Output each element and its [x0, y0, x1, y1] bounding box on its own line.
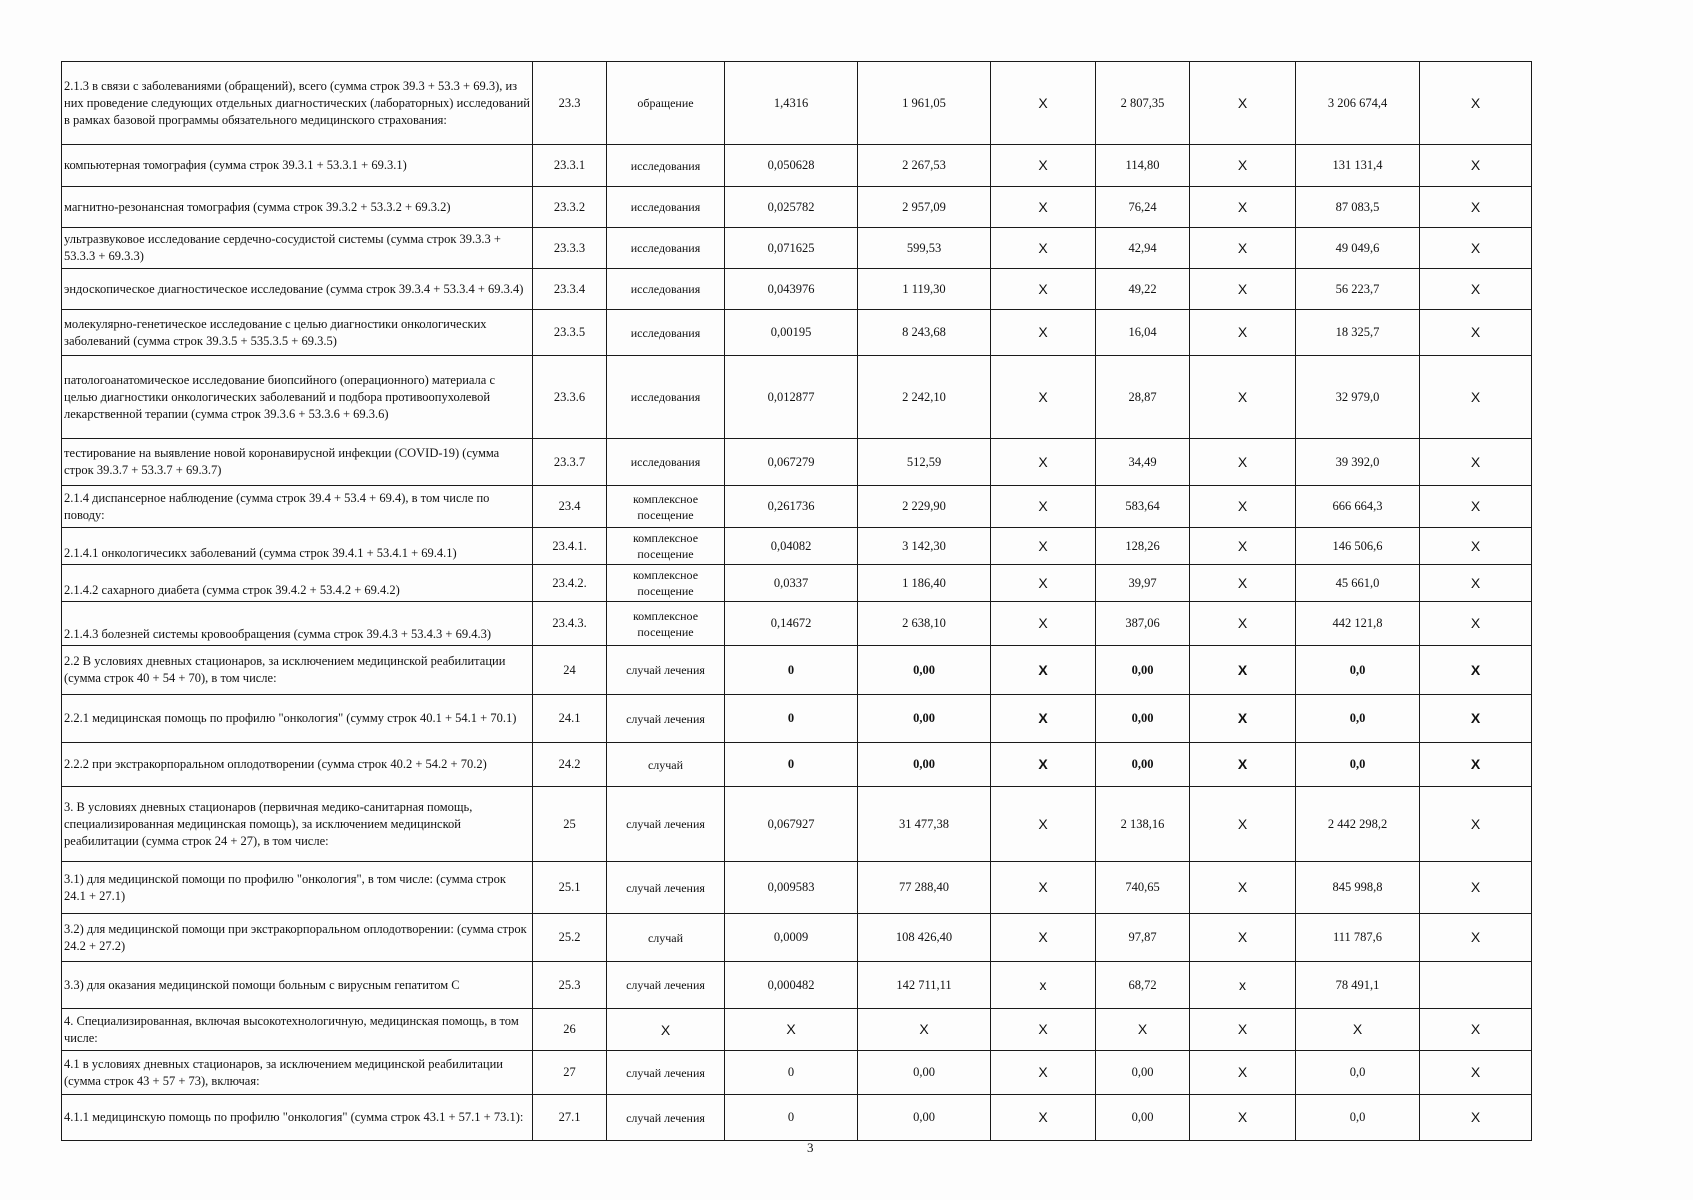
volume-norm-cell: 0,012877 — [725, 356, 858, 439]
volume-norm-cell: 0,261736 — [725, 486, 858, 528]
per-capita-oms-cell: 0,00 — [1096, 695, 1190, 743]
total-budget-cell: X — [1190, 439, 1296, 486]
total-budget-cell: X — [1190, 787, 1296, 862]
per-capita-oms-cell: 0,00 — [1096, 743, 1190, 787]
total-budget-cell: X — [1190, 695, 1296, 743]
cost-norm-cell: X — [858, 1009, 991, 1051]
unit-cell: X — [607, 1009, 725, 1051]
per-capita-budget-cell: X — [991, 310, 1096, 356]
per-capita-oms-cell: 114,80 — [1096, 145, 1190, 187]
volume-norm-cell: 1,4316 — [725, 62, 858, 145]
unit-cell: случай лечения — [607, 695, 725, 743]
cost-norm-cell: 2 957,09 — [858, 187, 991, 228]
cost-norm-cell: 2 229,90 — [858, 486, 991, 528]
per-capita-oms-cell: 583,64 — [1096, 486, 1190, 528]
row-code-cell: 25.2 — [533, 914, 607, 962]
per-capita-budget-cell: X — [991, 743, 1096, 787]
cost-norm-cell: 512,59 — [858, 439, 991, 486]
total-budget-cell: X — [1190, 62, 1296, 145]
table-row — [62, 565, 1532, 602]
per-capita-budget-cell: X — [991, 602, 1096, 646]
row-code-cell: 23.3.3 — [533, 228, 607, 269]
total-oms-cell: 111 787,6 — [1296, 914, 1420, 962]
per-capita-budget-cell: X — [991, 486, 1096, 528]
table-row — [62, 695, 1532, 743]
row-name: 4. Специализированная, включая высокотехнологичную, медицинская помощь, в том числе: — [62, 1009, 533, 1051]
table-row — [62, 439, 1532, 486]
per-capita-budget-cell: X — [991, 695, 1096, 743]
per-capita-oms-cell: 387,06 — [1096, 602, 1190, 646]
per-capita-oms-cell: 97,87 — [1096, 914, 1190, 962]
per-capita-budget-cell: X — [991, 1095, 1096, 1141]
row-code-cell: 23.3.1 — [533, 145, 607, 187]
cost-norm-cell: 142 711,11 — [858, 962, 991, 1009]
volume-norm-cell: 0 — [725, 1095, 858, 1141]
per-capita-budget-cell: X — [991, 1009, 1096, 1051]
per-capita-budget-cell: X — [991, 1051, 1096, 1095]
table-row — [62, 646, 1532, 695]
total-oms-cell: 845 998,8 — [1296, 862, 1420, 914]
total-budget-cell: X — [1190, 1095, 1296, 1141]
per-capita-budget-cell: X — [991, 914, 1096, 962]
table-row — [62, 486, 1532, 528]
share-cell: X — [1420, 787, 1532, 862]
row-code-cell: 23.3 — [533, 62, 607, 145]
volume-norm-cell: 0 — [725, 1051, 858, 1095]
total-oms-cell: 56 223,7 — [1296, 269, 1420, 310]
cost-norm-cell: 1 961,05 — [858, 62, 991, 145]
row-name: 2.1.4.3 болезней системы кровообращения (сумма строк 39.4.3 + 53.4.3 + 69.4.3) — [62, 602, 533, 646]
row-name: компьютерная томография (сумма строк 39.3.1 + 53.3.1 + 69.3.1) — [62, 145, 533, 187]
share-cell: X — [1420, 862, 1532, 914]
unit-cell: комплексное посещение — [607, 565, 725, 602]
share-cell: X — [1420, 914, 1532, 962]
unit-cell: исследования — [607, 269, 725, 310]
share-cell: X — [1420, 310, 1532, 356]
row-code-cell: 23.3.6 — [533, 356, 607, 439]
total-budget-cell: x — [1190, 962, 1296, 1009]
row-code-cell: 23.4 — [533, 486, 607, 528]
cost-norm-cell: 2 267,53 — [858, 145, 991, 187]
unit-cell: исследования — [607, 145, 725, 187]
row-code-cell: 23.3.7 — [533, 439, 607, 486]
unit-cell: исследования — [607, 439, 725, 486]
per-capita-oms-cell: 740,65 — [1096, 862, 1190, 914]
volume-norm-cell: 0,00195 — [725, 310, 858, 356]
unit-cell: случай лечения — [607, 787, 725, 862]
volume-norm-cell: 0,009583 — [725, 862, 858, 914]
row-code-cell: 23.3.4 — [533, 269, 607, 310]
unit-cell: исследования — [607, 187, 725, 228]
row-code-cell: 27 — [533, 1051, 607, 1095]
per-capita-budget-cell: X — [991, 356, 1096, 439]
total-budget-cell: X — [1190, 1009, 1296, 1051]
table-row — [62, 145, 1532, 187]
per-capita-budget-cell: X — [991, 145, 1096, 187]
row-code-cell: 25.3 — [533, 962, 607, 1009]
cost-norm-cell: 0,00 — [858, 1051, 991, 1095]
row-code-cell: 27.1 — [533, 1095, 607, 1141]
total-budget-cell: X — [1190, 743, 1296, 787]
volume-norm-cell: 0,04082 — [725, 528, 858, 565]
per-capita-budget-cell: X — [991, 565, 1096, 602]
per-capita-budget-cell: x — [991, 962, 1096, 1009]
unit-cell: случай лечения — [607, 862, 725, 914]
table-row — [62, 962, 1532, 1009]
table-row — [62, 310, 1532, 356]
unit-cell: исследования — [607, 228, 725, 269]
row-name: 3. В условиях дневных стационаров (первичная медико-санитарная помощь, специализированная медицинская помощь), за исключением медицинской реабилитации (сумма строк 24 + 27), в том числе: — [62, 787, 533, 862]
share-cell: X — [1420, 228, 1532, 269]
per-capita-oms-cell: X — [1096, 1009, 1190, 1051]
table-row — [62, 787, 1532, 862]
total-oms-cell: 45 661,0 — [1296, 565, 1420, 602]
total-oms-cell: 18 325,7 — [1296, 310, 1420, 356]
row-code-cell: 25 — [533, 787, 607, 862]
share-cell: X — [1420, 528, 1532, 565]
per-capita-oms-cell: 0,00 — [1096, 1095, 1190, 1141]
share-cell: X — [1420, 187, 1532, 228]
share-cell: X — [1420, 602, 1532, 646]
total-oms-cell: 0,0 — [1296, 695, 1420, 743]
cost-norm-cell: 0,00 — [858, 743, 991, 787]
per-capita-budget-cell: X — [991, 646, 1096, 695]
volume-norm-cell: 0 — [725, 646, 858, 695]
total-budget-cell: X — [1190, 228, 1296, 269]
unit-cell: обращение — [607, 62, 725, 145]
per-capita-oms-cell: 49,22 — [1096, 269, 1190, 310]
unit-cell: комплексное посещение — [607, 528, 725, 565]
total-budget-cell: X — [1190, 310, 1296, 356]
unit-cell: случай лечения — [607, 1051, 725, 1095]
total-budget-cell: X — [1190, 356, 1296, 439]
row-name: 2.1.3 в связи с заболеваниями (обращений), всего (сумма строк 39.3 + 53.3 + 69.3), из них проведение следующих отдельных диагностических (лабораторных) исследований в рамках базовой программы обязательного медицинского страхования: — [62, 62, 533, 145]
row-name: 2.2 В условиях дневных стационаров, за исключением медицинской реабилитации (сумма строк 40 + 54 + 70), в том числе: — [62, 646, 533, 695]
share-cell: X — [1420, 1051, 1532, 1095]
unit-cell: комплексное посещение — [607, 602, 725, 646]
total-oms-cell: 87 083,5 — [1296, 187, 1420, 228]
total-budget-cell: X — [1190, 646, 1296, 695]
per-capita-budget-cell: X — [991, 62, 1096, 145]
program-table — [61, 61, 1532, 1141]
cost-norm-cell: 3 142,30 — [858, 528, 991, 565]
row-name: магнитно-резонансная томография (сумма строк 39.3.2 + 53.3.2 + 69.3.2) — [62, 187, 533, 228]
total-budget-cell: X — [1190, 914, 1296, 962]
unit-cell: случай лечения — [607, 646, 725, 695]
per-capita-oms-cell: 68,72 — [1096, 962, 1190, 1009]
table-row — [62, 356, 1532, 439]
total-oms-cell: 146 506,6 — [1296, 528, 1420, 565]
total-oms-cell: 442 121,8 — [1296, 602, 1420, 646]
cost-norm-cell: 599,53 — [858, 228, 991, 269]
row-name: 3.3) для оказания медицинской помощи больным с вирусным гепатитом С — [62, 962, 533, 1009]
volume-norm-cell: 0,050628 — [725, 145, 858, 187]
volume-norm-cell: 0,067927 — [725, 787, 858, 862]
row-name: патологоанатомическое исследование биопсийного (операционного) материала с целью диагностики онкологических заболеваний и подбора противоопухолевой лекарственной терапии (сумма строк 39.3.6 + 53.3.6 + 69.3.6) — [62, 356, 533, 439]
volume-norm-cell: 0,0337 — [725, 565, 858, 602]
table-row — [62, 1009, 1532, 1051]
total-oms-cell: 2 442 298,2 — [1296, 787, 1420, 862]
row-code-cell: 23.4.3. — [533, 602, 607, 646]
per-capita-budget-cell: X — [991, 269, 1096, 310]
per-capita-budget-cell: X — [991, 787, 1096, 862]
total-oms-cell: 3 206 674,4 — [1296, 62, 1420, 145]
unit-cell: исследования — [607, 356, 725, 439]
total-oms-cell: 131 131,4 — [1296, 145, 1420, 187]
row-code-cell: 23.4.1. — [533, 528, 607, 565]
volume-norm-cell: 0,0009 — [725, 914, 858, 962]
table-body — [62, 62, 1532, 1141]
table-row — [62, 187, 1532, 228]
row-name: 4.1 в условиях дневных стационаров, за исключением медицинской реабилитации (сумма строк 43 + 57 + 73), включая: — [62, 1051, 533, 1095]
total-budget-cell: X — [1190, 486, 1296, 528]
total-oms-cell: 666 664,3 — [1296, 486, 1420, 528]
share-cell: X — [1420, 145, 1532, 187]
per-capita-budget-cell: X — [991, 228, 1096, 269]
row-name: 2.1.4 диспансерное наблюдение (сумма строк 39.4 + 53.4 + 69.4), в том числе по поводу: — [62, 486, 533, 528]
total-budget-cell: X — [1190, 269, 1296, 310]
table-row — [62, 1051, 1532, 1095]
total-oms-cell: 0,0 — [1296, 646, 1420, 695]
per-capita-oms-cell: 28,87 — [1096, 356, 1190, 439]
volume-norm-cell: 0,14672 — [725, 602, 858, 646]
unit-cell: случай лечения — [607, 1095, 725, 1141]
row-code-cell: 23.4.2. — [533, 565, 607, 602]
per-capita-budget-cell: X — [991, 528, 1096, 565]
unit-cell: случай — [607, 743, 725, 787]
total-budget-cell: X — [1190, 862, 1296, 914]
total-oms-cell: 0,0 — [1296, 743, 1420, 787]
row-name: эндоскопическое диагностическое исследование (сумма строк 39.3.4 + 53.3.4 + 69.3.4) — [62, 269, 533, 310]
total-oms-cell: 32 979,0 — [1296, 356, 1420, 439]
row-code-cell: 25.1 — [533, 862, 607, 914]
row-code-cell: 24.1 — [533, 695, 607, 743]
total-oms-cell: 49 049,6 — [1296, 228, 1420, 269]
row-name: 3.2) для медицинской помощи при экстракорпоральном оплодотворении: (сумма строк 24.2 + 27.2) — [62, 914, 533, 962]
share-cell: X — [1420, 486, 1532, 528]
volume-norm-cell: 0,025782 — [725, 187, 858, 228]
cost-norm-cell: 1 119,30 — [858, 269, 991, 310]
total-budget-cell: X — [1190, 1051, 1296, 1095]
cost-norm-cell: 77 288,40 — [858, 862, 991, 914]
per-capita-oms-cell: 34,49 — [1096, 439, 1190, 486]
cost-norm-cell: 108 426,40 — [858, 914, 991, 962]
share-cell: X — [1420, 439, 1532, 486]
table-row — [62, 862, 1532, 914]
per-capita-budget-cell: X — [991, 862, 1096, 914]
cost-norm-cell: 0,00 — [858, 1095, 991, 1141]
table-row — [62, 528, 1532, 565]
total-budget-cell: X — [1190, 565, 1296, 602]
table-row — [62, 602, 1532, 646]
total-budget-cell: X — [1190, 145, 1296, 187]
unit-cell: случай — [607, 914, 725, 962]
total-oms-cell: 78 491,1 — [1296, 962, 1420, 1009]
row-name: ультразвуковое исследование сердечно-сосудистой системы (сумма строк 39.3.3 + 53.3.3 + 69.3.3) — [62, 228, 533, 269]
unit-cell: комплексное посещение — [607, 486, 725, 528]
total-budget-cell: X — [1190, 187, 1296, 228]
volume-norm-cell: 0 — [725, 695, 858, 743]
per-capita-oms-cell: 2 138,16 — [1096, 787, 1190, 862]
share-cell: X — [1420, 62, 1532, 145]
cost-norm-cell: 1 186,40 — [858, 565, 991, 602]
unit-cell: исследования — [607, 310, 725, 356]
cost-norm-cell: 2 638,10 — [858, 602, 991, 646]
volume-norm-cell: 0 — [725, 743, 858, 787]
total-oms-cell: 39 392,0 — [1296, 439, 1420, 486]
row-name: 2.2.1 медицинская помощь по профилю "онкология" (сумму строк 40.1 + 54.1 + 70.1) — [62, 695, 533, 743]
table-row — [62, 62, 1532, 145]
per-capita-oms-cell: 16,04 — [1096, 310, 1190, 356]
per-capita-oms-cell: 42,94 — [1096, 228, 1190, 269]
cost-norm-cell: 31 477,38 — [858, 787, 991, 862]
row-code-cell: 23.3.5 — [533, 310, 607, 356]
per-capita-oms-cell: 0,00 — [1096, 646, 1190, 695]
row-name: 2.1.4.2 сахарного диабета (сумма строк 39.4.2 + 53.4.2 + 69.4.2) — [62, 565, 533, 602]
row-name: 4.1.1 медицинскую помощь по профилю "онкология" (сумма строк 43.1 + 57.1 + 73.1): — [62, 1095, 533, 1141]
row-name: 2.2.2 при экстракорпоральном оплодотворении (сумма строк 40.2 + 54.2 + 70.2) — [62, 743, 533, 787]
share-cell — [1420, 962, 1532, 1009]
share-cell: X — [1420, 1095, 1532, 1141]
row-code-cell: 26 — [533, 1009, 607, 1051]
volume-norm-cell: 0,071625 — [725, 228, 858, 269]
per-capita-budget-cell: X — [991, 439, 1096, 486]
row-name: молекулярно-генетическое исследование с целью диагностики онкологических заболеваний (сумма строк 39.3.5 + 535.3.5 + 69.3.5) — [62, 310, 533, 356]
row-code-cell: 24 — [533, 646, 607, 695]
share-cell: X — [1420, 565, 1532, 602]
share-cell: X — [1420, 646, 1532, 695]
table-row — [62, 743, 1532, 787]
table-row — [62, 228, 1532, 269]
cost-norm-cell: 0,00 — [858, 695, 991, 743]
share-cell: X — [1420, 269, 1532, 310]
total-oms-cell: 0,0 — [1296, 1095, 1420, 1141]
table-row — [62, 269, 1532, 310]
table-row — [62, 914, 1532, 962]
per-capita-oms-cell: 2 807,35 — [1096, 62, 1190, 145]
volume-norm-cell: 0,067279 — [725, 439, 858, 486]
row-name: тестирование на выявление новой коронавирусной инфекции (COVID-19) (сумма строк 39.3.7 + 53.3.7 + 69.3.7) — [62, 439, 533, 486]
per-capita-oms-cell: 76,24 — [1096, 187, 1190, 228]
total-oms-cell: X — [1296, 1009, 1420, 1051]
share-cell: X — [1420, 743, 1532, 787]
cost-norm-cell: 0,00 — [858, 646, 991, 695]
table-row — [62, 1095, 1532, 1141]
row-name: 3.1) для медицинской помощи по профилю "онкология", в том числе: (сумма строк 24.1 + 27.1) — [62, 862, 533, 914]
volume-norm-cell: 0,043976 — [725, 269, 858, 310]
total-budget-cell: X — [1190, 528, 1296, 565]
share-cell: X — [1420, 1009, 1532, 1051]
row-name: 2.1.4.1 онкологичесикх заболеваний (сумма строк 39.4.1 + 53.4.1 + 69.4.1) — [62, 528, 533, 565]
page-number: 3 — [807, 1140, 814, 1155]
total-budget-cell: X — [1190, 602, 1296, 646]
per-capita-budget-cell: X — [991, 187, 1096, 228]
share-cell: X — [1420, 695, 1532, 743]
per-capita-oms-cell: 0,00 — [1096, 1051, 1190, 1095]
row-code-cell: 23.3.2 — [533, 187, 607, 228]
total-oms-cell: 0,0 — [1296, 1051, 1420, 1095]
per-capita-oms-cell: 128,26 — [1096, 528, 1190, 565]
cost-norm-cell: 2 242,10 — [858, 356, 991, 439]
volume-norm-cell: X — [725, 1009, 858, 1051]
volume-norm-cell: 0,000482 — [725, 962, 858, 1009]
unit-cell: случай лечения — [607, 962, 725, 1009]
share-cell: X — [1420, 356, 1532, 439]
cost-norm-cell: 8 243,68 — [858, 310, 991, 356]
row-code-cell: 24.2 — [533, 743, 607, 787]
per-capita-oms-cell: 39,97 — [1096, 565, 1190, 602]
